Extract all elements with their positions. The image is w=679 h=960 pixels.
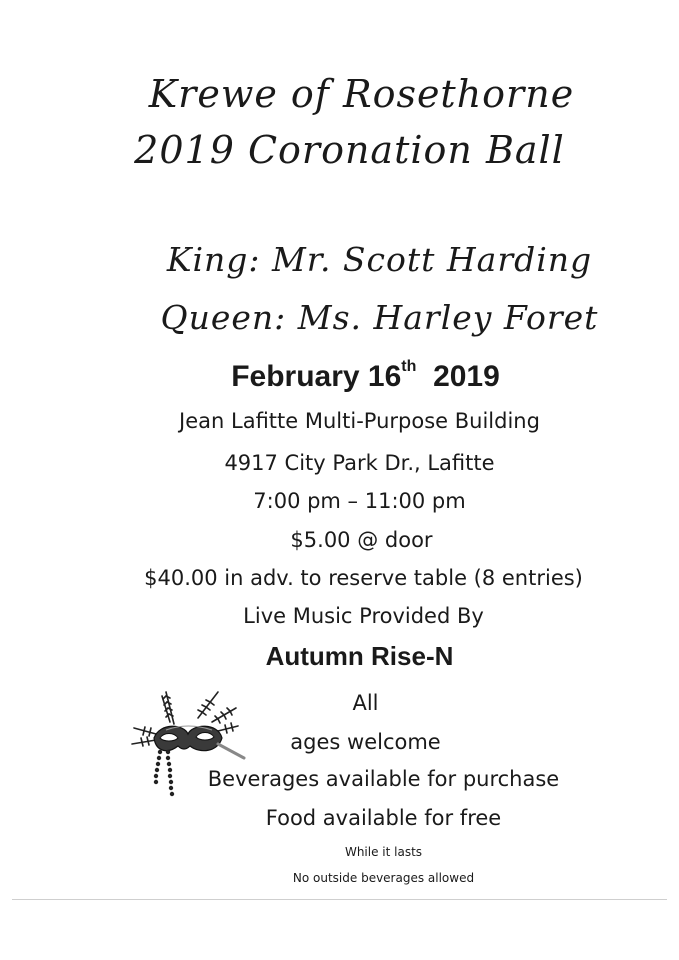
event-date: [26, 360, 679, 394]
venue-address: 4917 City Park Dr., Lafitte: [224, 451, 495, 475]
all-text: All: [352, 691, 379, 715]
title-ball: 2019 Coronation Ball: [134, 128, 565, 172]
music-intro: Live Music Provided By: [243, 604, 484, 628]
date-year: 2019: [433, 360, 500, 393]
door-price: $5.00 @ door: [290, 528, 433, 552]
band-name: Autumn Rise-N: [265, 641, 454, 671]
masquerade-mask-icon: [126, 682, 246, 802]
while-it-lasts: While it lasts: [344, 845, 423, 859]
advance-table-price: $40.00 in adv. to reserve table (8 entries): [144, 566, 583, 590]
page-bottom-edge: [12, 899, 667, 900]
no-outside-beverages: No outside beverages allowed: [292, 871, 475, 885]
king-name: King: Mr. Scott Harding: [166, 240, 593, 279]
queen-name: Queen: Ms. Harley Foret: [160, 298, 599, 337]
beverages-note: Beverages available for purchase: [207, 767, 560, 791]
venue-name: Jean Lafitte Multi-Purpose Building: [179, 409, 540, 433]
title-krewe: Krewe of Rosethorne: [148, 72, 575, 116]
date-month-day: February 16: [231, 360, 402, 393]
food-note: Food available for free: [265, 806, 502, 830]
date-suffix: th: [401, 358, 417, 375]
event-time: 7:00 pm – 11:00 pm: [253, 489, 466, 513]
ages-welcome: ages welcome: [290, 730, 441, 754]
